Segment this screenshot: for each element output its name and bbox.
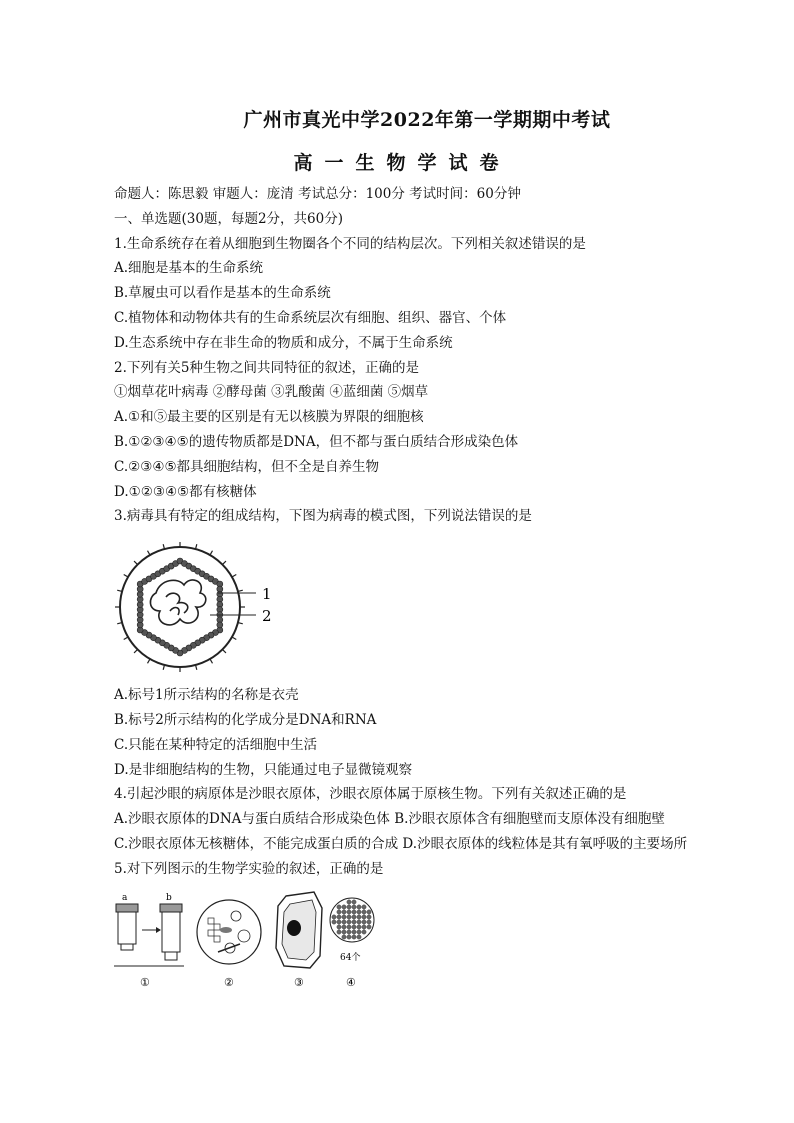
section-heading: 一、单选题(30题，每题2分，共60分) bbox=[114, 210, 343, 227]
fig-num-3: ③ bbox=[294, 975, 304, 989]
question-4-options-ab: A.沙眼衣原体的DNA与蛋白质结合形成染色体 B.沙眼衣原体含有细胞壁而支原体没有细胞壁 bbox=[114, 811, 665, 828]
question-4-stem: 4.引起沙眼的病原体是沙眼衣原体，沙眼衣原体属于原核生物。下列有关叙述正确的是 bbox=[114, 786, 627, 803]
exam-title: 广州市真光中学2022年第一学期期中考试 bbox=[243, 109, 611, 131]
cell-view-figure bbox=[197, 900, 261, 989]
question-1-option-b: B.草履虫可以看作是基本的生命系统 bbox=[114, 285, 331, 302]
exam-meta: 命题人：陈思毅 审题人：庞清 考试总分：100分 考试时间：60分钟 bbox=[114, 186, 521, 202]
question-3-option-d: D.是非细胞结构的生物，只能通过电子显微镜观察 bbox=[114, 761, 413, 778]
question-2-option-a: A.①和⑤最主要的区别是有无以核膜为界限的细胞核 bbox=[114, 409, 424, 426]
fig-num-1: ① bbox=[140, 975, 150, 989]
question-4-options-cd: C.沙眼衣原体无核糖体，不能完成蛋白质的合成 D.沙眼衣原体的线粒体是其有氧呼吸的主要场所 bbox=[114, 835, 688, 852]
question-3-option-c: C.只能在某种特定的活细胞中生活 bbox=[114, 736, 318, 753]
experiment-figures bbox=[114, 886, 694, 996]
question-2-organism-list: ①烟草花叶病毒 ②酵母菌 ③乳酸菌 ④蓝细菌 ⑤烟草 bbox=[114, 384, 429, 401]
virus-diagram bbox=[114, 531, 694, 683]
virus-diagram-svg bbox=[114, 531, 314, 683]
label-1: 1 bbox=[262, 585, 272, 604]
plant-cell-figure bbox=[276, 892, 322, 989]
question-2-stem: 2.下列有关5种生物之间共同特征的叙述，正确的是 bbox=[114, 359, 419, 376]
question-2-option-c: C.②③④⑤都具细胞结构，但不全是自养生物 bbox=[114, 458, 380, 475]
question-3-stem: 3.病毒具有特定的组成结构，下图为病毒的模式图，下列说法错误的是 bbox=[114, 508, 532, 525]
question-2-option-b: B.①②③④⑤的遗传物质都是DNA，但不都与蛋白质结合形成染色体 bbox=[114, 433, 519, 450]
label-a: a bbox=[122, 892, 128, 903]
label-2: 2 bbox=[262, 607, 272, 626]
fig-num-2: ② bbox=[224, 975, 234, 989]
question-1-option-a: A.细胞是基本的生命系统 bbox=[114, 260, 264, 277]
question-5-stem: 5.对下列图示的生物学实验的叙述，正确的是 bbox=[114, 860, 384, 877]
question-1-stem: 1.生命系统存在着从细胞到生物圈各个不同的结构层次。下列相关叙述错误的是 bbox=[114, 235, 586, 252]
cell-count-figure bbox=[330, 898, 374, 989]
question-1-option-c: C.植物体和动物体共有的生命系统层次有细胞、组织、器官、个体 bbox=[114, 309, 507, 326]
exam-content bbox=[114, 182, 694, 996]
fig-num-4: ④ bbox=[346, 975, 356, 989]
label-b: b bbox=[166, 892, 172, 903]
question-2-option-d: D.①②③④⑤都有核糖体 bbox=[114, 483, 257, 500]
experiment-figures-svg bbox=[114, 886, 394, 996]
label-64: 64个 bbox=[340, 952, 361, 963]
exam-subtitle: 高一生物学试卷 bbox=[293, 152, 511, 174]
question-1-option-d: D.生态系统中存在非生命的物质和成分，不属于生命系统 bbox=[114, 334, 453, 351]
question-3-option-a: A.标号1所示结构的名称是衣壳 bbox=[114, 687, 299, 704]
nucleic-acid-core bbox=[150, 580, 205, 625]
objective-lenses-figure bbox=[114, 893, 184, 989]
question-3-option-b: B.标号2所示结构的化学成分是DNA和RNA bbox=[114, 711, 377, 728]
